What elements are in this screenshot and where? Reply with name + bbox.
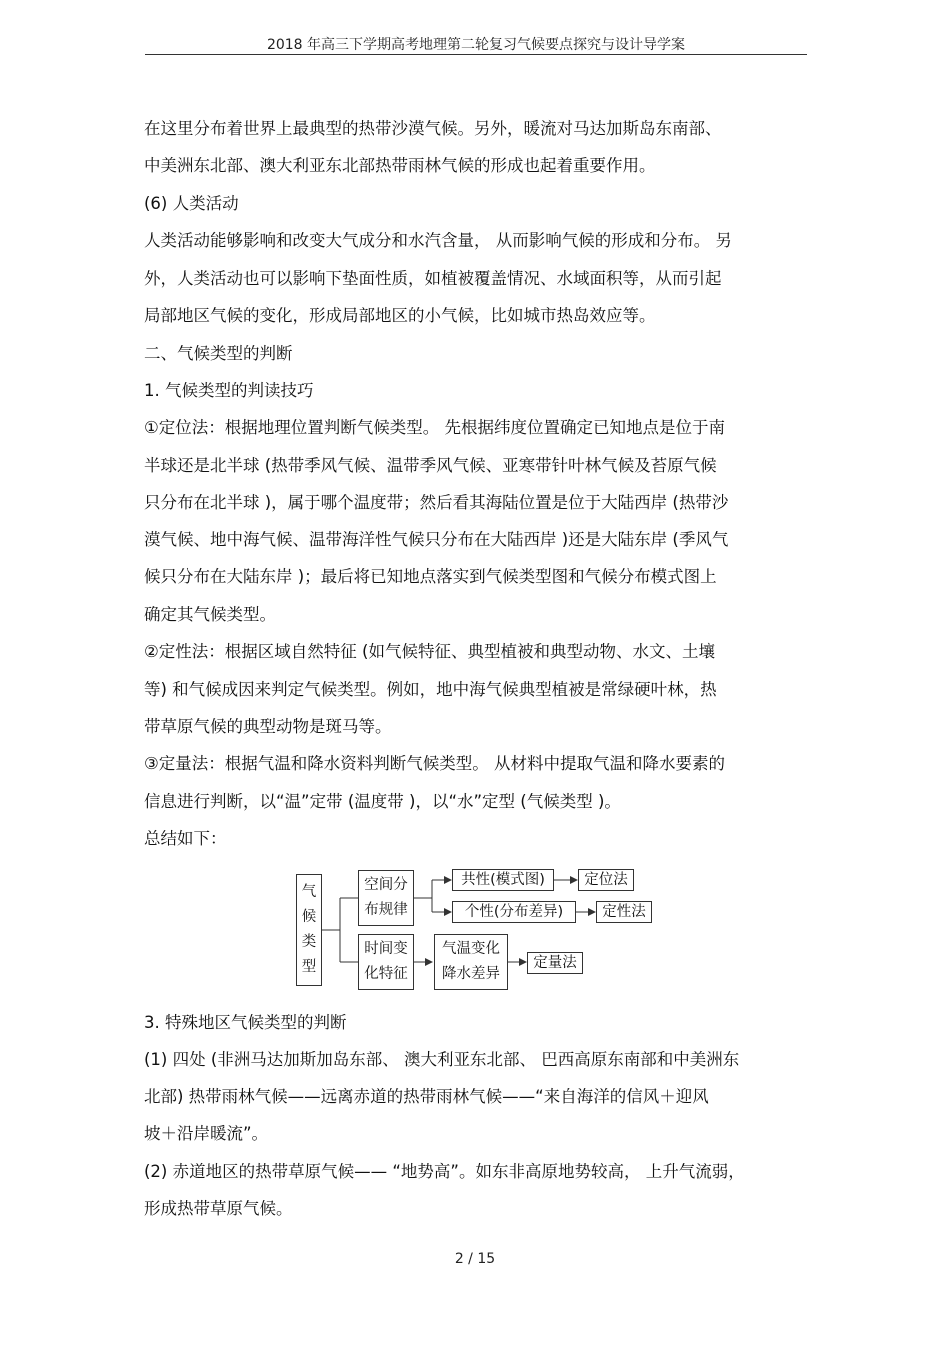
root-char: 候	[301, 909, 317, 925]
box-temp-precip	[434, 934, 508, 990]
text-line: 确定其气候类型。	[144, 605, 276, 624]
text-line: ③定量法：根据气温和降水资料判断气候类型。 从材料中提取气温和降水要素的	[144, 754, 726, 773]
text-line: 形成热带草原气候。	[144, 1199, 293, 1218]
subsection-heading: 3. 特殊地区气候类型的判断	[144, 1013, 347, 1032]
text-line: 信息进行判断，以“温”定带 (温度带 )，以“水”定型 (气候类型 )。	[144, 792, 621, 811]
text-line: 北部) 热带雨林气候——远离赤道的热带雨林气候——“来自海洋的信风＋迎风	[144, 1087, 709, 1106]
box-text: 气温变化	[442, 941, 500, 957]
box-method-position: 定位法	[578, 869, 634, 891]
text-line: 人类活动能够影响和改变大气成分和水汽含量， 从而影响气候的形成和分布。 另	[144, 231, 732, 250]
text-line: 候只分布在大陆东岸 )；最后将已知地点落实到气候类型图和气候分布模式图上	[144, 567, 717, 586]
box-text: 降水差异	[442, 966, 500, 982]
box-spatial-distribution	[358, 870, 414, 926]
subsection-heading: 1. 气候类型的判读技巧	[144, 381, 314, 400]
root-char: 类	[301, 934, 317, 950]
text-line: ①定位法：根据地理位置判断气候类型。 先根据纬度位置确定已知地点是位于南	[144, 418, 726, 437]
text-line: 只分布在北半球 )，属于哪个温度带；然后看其海陆位置是位于大陆西岸 (热带沙	[144, 493, 729, 512]
root-box-climate-type	[296, 874, 322, 986]
text-line: 坡＋沿岸暖流”。	[144, 1124, 269, 1143]
box-method-quantity: 定量法	[527, 952, 583, 974]
climate-judgment-diagram	[296, 866, 658, 994]
text-line: 半球还是北半球 (热带季风气候、温带季风气候、亚寒带针叶林气候及苔原气候	[144, 456, 717, 475]
box-text: 时间变	[364, 941, 408, 957]
box-text: 化特征	[364, 966, 408, 982]
section-heading: (6) 人类活动	[144, 194, 239, 213]
text-line: ②定性法：根据区域自然特征 (如气候特征、典型植被和典型动物、水文、土壤	[144, 642, 715, 661]
running-header: 2018 年高三下学期高考地理第二轮复习气候要点探究与设计导学案	[266, 37, 686, 53]
text-line: 中美洲东北部、澳大利亚东北部热带雨林气候的形成也起着重要作用。	[144, 156, 656, 175]
box-individual-difference: 个性(分布差异)	[452, 901, 576, 923]
header-rule	[145, 54, 807, 55]
text-line: 漠气候、地中海气候、温带海洋性气候只分布在大陆西岸 )还是大陆东岸 (季风气	[144, 530, 729, 549]
text-line: 局部地区气候的变化，形成局部地区的小气候，比如城市热岛效应等。	[144, 306, 656, 325]
box-common-pattern: 共性(模式图)	[452, 869, 554, 891]
text-line: 等) 和气候成因来判定气候类型。例如，地中海气候典型植被是常绿硬叶林，热	[144, 680, 717, 699]
text-line: (2) 赤道地区的热带草原气候—— “地势高”。如东非高原地势较高， 上升气流弱，	[144, 1162, 745, 1181]
root-char: 气	[301, 884, 317, 900]
box-temporal-change	[358, 934, 414, 990]
text-line: 总结如下：	[144, 829, 227, 848]
text-line: 在这里分布着世界上最典型的热带沙漠气候。另外，暖流对马达加斯岛东南部、	[144, 119, 722, 138]
root-char: 型	[301, 959, 317, 975]
box-text: 布规律	[364, 902, 408, 918]
box-text: 空间分	[364, 877, 408, 893]
text-line: 带草原气候的典型动物是斑马等。	[144, 717, 392, 736]
text-line: 外，人类活动也可以影响下垫面性质，如植被覆盖情况、水域面积等，从而引起	[144, 269, 722, 288]
page-number: 2 / 15	[454, 1251, 496, 1267]
text-line: (1) 四处 (非洲马达加斯加岛东部、 澳大利亚东北部、 巴西高原东南部和中美洲东	[144, 1050, 740, 1069]
box-method-nature: 定性法	[596, 901, 652, 923]
section-heading: 二、气候类型的判断	[144, 344, 293, 363]
